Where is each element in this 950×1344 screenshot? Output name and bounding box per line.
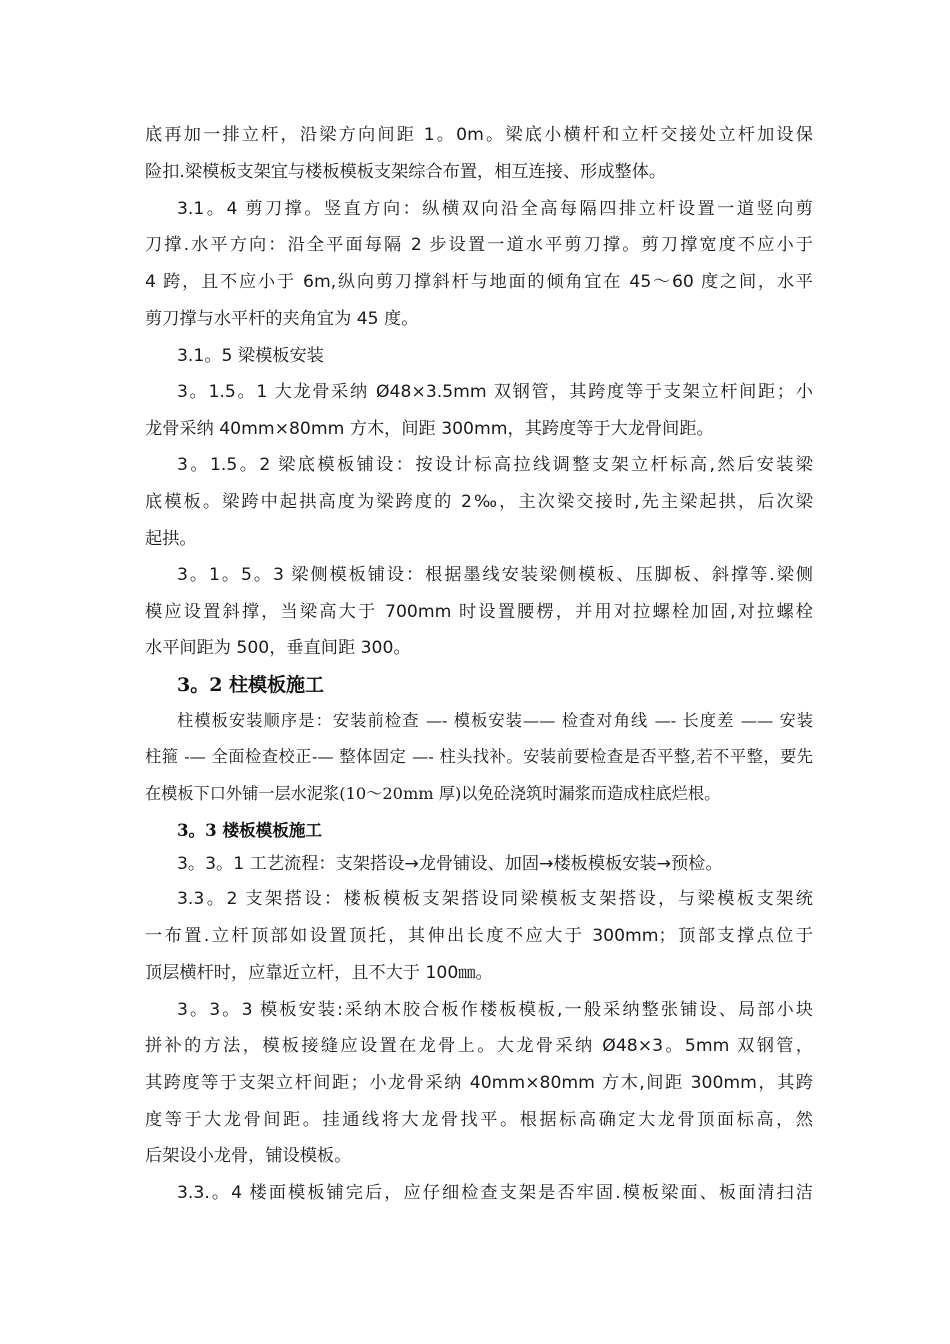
paragraph-line: 柱模板安装顺序是：安装前检查 —- 模板安装—— 检查对角线 —- 长度差 —— 安装 (177, 711, 813, 730)
section-heading: 3.1。5 梁模板安装 (177, 346, 324, 366)
paragraph-line: 剪刀撑与水平杆的夹角宜为 45 度。 (145, 309, 419, 329)
paragraph-line: 4 跨，且不应小于 6m,纵向剪刀撑斜杆与地面的倾角宜在 45～60 度之间，水平 (145, 272, 813, 292)
paragraph-line: 模应设置斜撑，当梁高大于 700mm 时设置腰楞，并用对拉螺栓加固,对拉螺栓 (145, 602, 813, 622)
paragraph-line: 柱箍 -— 全面检查校正-— 整体固定 —- 柱头找补。安装前要检查是否平整,若不平整，要先 (145, 747, 813, 766)
paragraph-line: 其跨度等于支架立杆间距；小龙骨采纳 40mm×80mm 方木,间距 300mm，其跨 (145, 1073, 813, 1093)
paragraph-line: 底再加一排立杆，沿梁方向间距 1。0m。梁底小横杆和立杆交接处立杆加设保 (145, 125, 813, 145)
paragraph-line: 水平间距为 500，垂直间距 300。 (145, 638, 411, 658)
paragraph-line: 3。3。1 工艺流程：支架搭设→龙骨铺设、加固→楼板模板安装→预检。 (177, 854, 723, 874)
paragraph-line: 在模板下口外铺一层水泥浆(10～20mm 厚)以免砼浇筑时漏浆而造成柱底烂根。 (145, 784, 721, 803)
paragraph-line: 度等于大龙骨间距。挂通线将大龙骨找平。根据标高确定大龙骨顶面标高，然 (145, 1110, 813, 1130)
paragraph-line: 拼补的方法，模板接缝应设置在龙骨上。大龙骨采纳 Ø48×3。5mm 双钢管， (145, 1036, 813, 1056)
paragraph-line: 险扣.梁模板支架宜与楼板模板支架综合布置，相互连接、形成整体。 (145, 162, 667, 182)
paragraph-line: 3。1。5。3 梁侧模板铺设：根据墨线安装梁侧模板、压脚板、斜撑等.梁侧 (177, 565, 813, 585)
section-title: 3。3 楼板模板施工 (177, 820, 323, 840)
paragraph-line: 刀撑.水平方向：沿全平面每隔 2 步设置一道水平剪刀撑。剪刀撑宽度不应小于 (145, 235, 813, 255)
section-title: 3。2 柱模板施工 (177, 674, 325, 696)
paragraph-line: 3.1。4 剪刀撑。竖直方向：纵横双向沿全高每隔四排立杆设置一道竖向剪 (177, 199, 813, 219)
paragraph-line: 3.3.。4 楼面模板铺完后，应仔细检查支架是否牢固.模板梁面、板面清扫洁 (177, 1183, 813, 1203)
paragraph-line: 3。3。3 模板安装:采纳木胶合板作楼板模板,一般采纳整张铺设、局部小块 (177, 1000, 813, 1020)
paragraph-line: 起拱。 (145, 529, 197, 549)
paragraph-line: 龙骨采纳 40mm×80mm 方木，间距 300mm，其跨度等于大龙骨间距。 (145, 419, 714, 439)
paragraph-line: 一布置.立杆顶部如设置顶托，其伸出长度不应大于 300mm；顶部支撑点位于 (145, 926, 813, 946)
paragraph-line: 3。1.5。1 大龙骨采纳 Ø48×3.5mm 双钢管，其跨度等于支架立杆间距；小 (177, 382, 813, 402)
paragraph-line: 3。1.5。2 梁底模板铺设：按设计标高拉线调整支架立杆标高,然后安装梁 (177, 455, 813, 475)
paragraph-line: 底模板。梁跨中起拱高度为梁跨度的 2‰，主次梁交接时,先主梁起拱，后次梁 (145, 492, 813, 512)
paragraph-line: 顶层横杆时，应靠近立杆，且不大于 100㎜。 (145, 963, 493, 983)
paragraph-line: 后架设小龙骨，铺设模板。 (145, 1146, 352, 1166)
paragraph-line: 3.3。2 支架搭设：楼板模板支架搭设同梁模板支架搭设，与梁模板支架统 (177, 889, 813, 909)
